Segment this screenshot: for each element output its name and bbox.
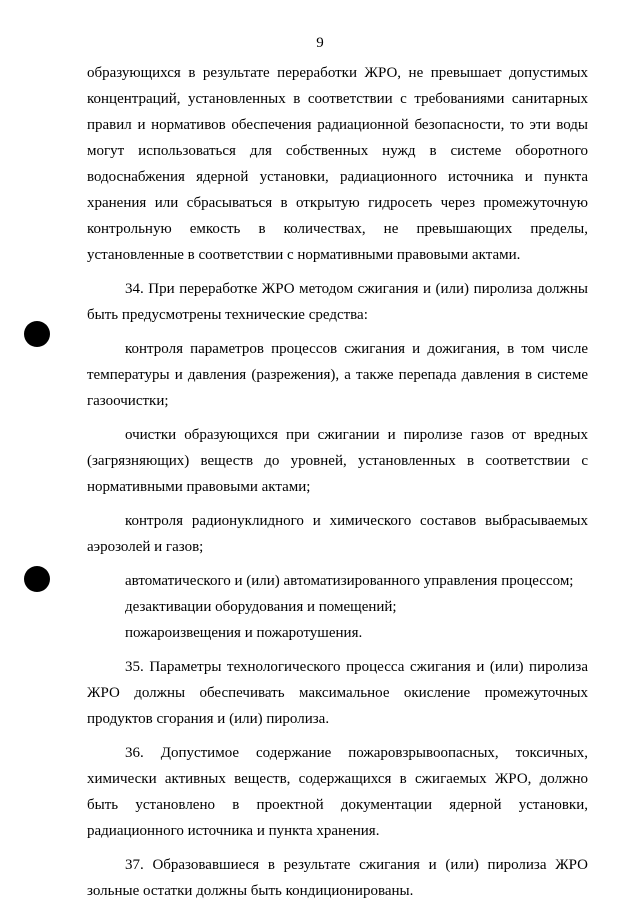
text-line: установленные в соответствии с нормативными правовыми актами.	[87, 247, 521, 263]
text-line: 37. Образовавшиеся в результате сжигания и (или) пиролиза ЖРО	[125, 857, 588, 873]
text-line: газоочистки;	[87, 393, 169, 409]
text-line: (загрязняющих) веществ до уровней, установленных в соответствии с	[87, 453, 588, 469]
paragraph-gap	[87, 268, 588, 276]
text-line: очистки образующихся при сжигании и пиролизе газов от вредных	[125, 427, 588, 443]
text-line: контрольную емкость в количествах, не превышающих пределы,	[87, 221, 588, 237]
body-text	[87, 60, 588, 904]
text-line: концентраций, установленных в соответствии с требованиями санитарных	[87, 91, 588, 107]
text-line: 36. Допустимое содержание пожаровзрывоопасных, токсичных,	[125, 745, 588, 761]
text-line: 35. Параметры технологического процесса сжигания и (или) пиролиза	[125, 659, 588, 675]
text-line: аэрозолей и газов;	[87, 539, 204, 555]
text-line: 34. При переработке ЖРО методом сжигания и (или) пиролиза должны	[125, 281, 588, 297]
paragraph-gap	[87, 646, 588, 654]
paragraph-gap	[87, 328, 588, 336]
text-line: быть предусмотрены технические средства:	[87, 307, 368, 323]
text-line: температуры и давления (разрежения), а также перепада давления в системе	[87, 367, 588, 383]
text-line: нормативными правовыми актами;	[87, 479, 311, 495]
paragraph-gap	[87, 844, 588, 852]
punch-hole-bottom	[24, 566, 50, 592]
text-line: автоматического и (или) автоматизированного управления процессом;	[125, 573, 574, 589]
punch-hole-top	[24, 321, 50, 347]
paragraph-gap	[87, 732, 588, 740]
text-line: ЖРО должны обеспечивать максимальное окисление промежуточных	[87, 685, 588, 701]
text-line: могут использоваться для собственных нужд в системе оборотного	[87, 143, 588, 159]
text-line: водоснабжения ядерной установки, радиационного источника и пункта	[87, 169, 588, 185]
text-line: контроля параметров процессов сжигания и дожигания, в том числе	[125, 341, 588, 357]
text-line: зольные остатки должны быть кондиционированы.	[87, 883, 414, 899]
paragraph-gap	[87, 500, 588, 508]
text-line: пожароизвещения и пожаротушения.	[125, 625, 363, 641]
text-line: контроля радионуклидного и химического составов выбрасываемых	[125, 513, 588, 529]
text-line: дезактивации оборудования и помещений;	[125, 599, 397, 615]
paragraph-gap	[87, 560, 588, 568]
text-line: радиационного источника и пункта хранения.	[87, 823, 380, 839]
text-line: образующихся в результате переработки ЖРО, не превышает допустимых	[87, 65, 588, 81]
text-line: быть установлено в проектной документации ядерной установки,	[87, 797, 588, 813]
text-line: хранения или сбрасываться в открытую гидросеть через промежуточную	[87, 195, 588, 211]
paragraph-gap	[87, 414, 588, 422]
text-line: правил и нормативов обеспечения радиационной безопасности, то эти воды	[87, 117, 588, 133]
page-number: 9	[316, 35, 324, 51]
text-line: продуктов сгорания и (или) пиролиза.	[87, 711, 330, 727]
text-line: химически активных веществ, содержащихся в сжигаемых ЖРО, должно	[87, 771, 588, 787]
